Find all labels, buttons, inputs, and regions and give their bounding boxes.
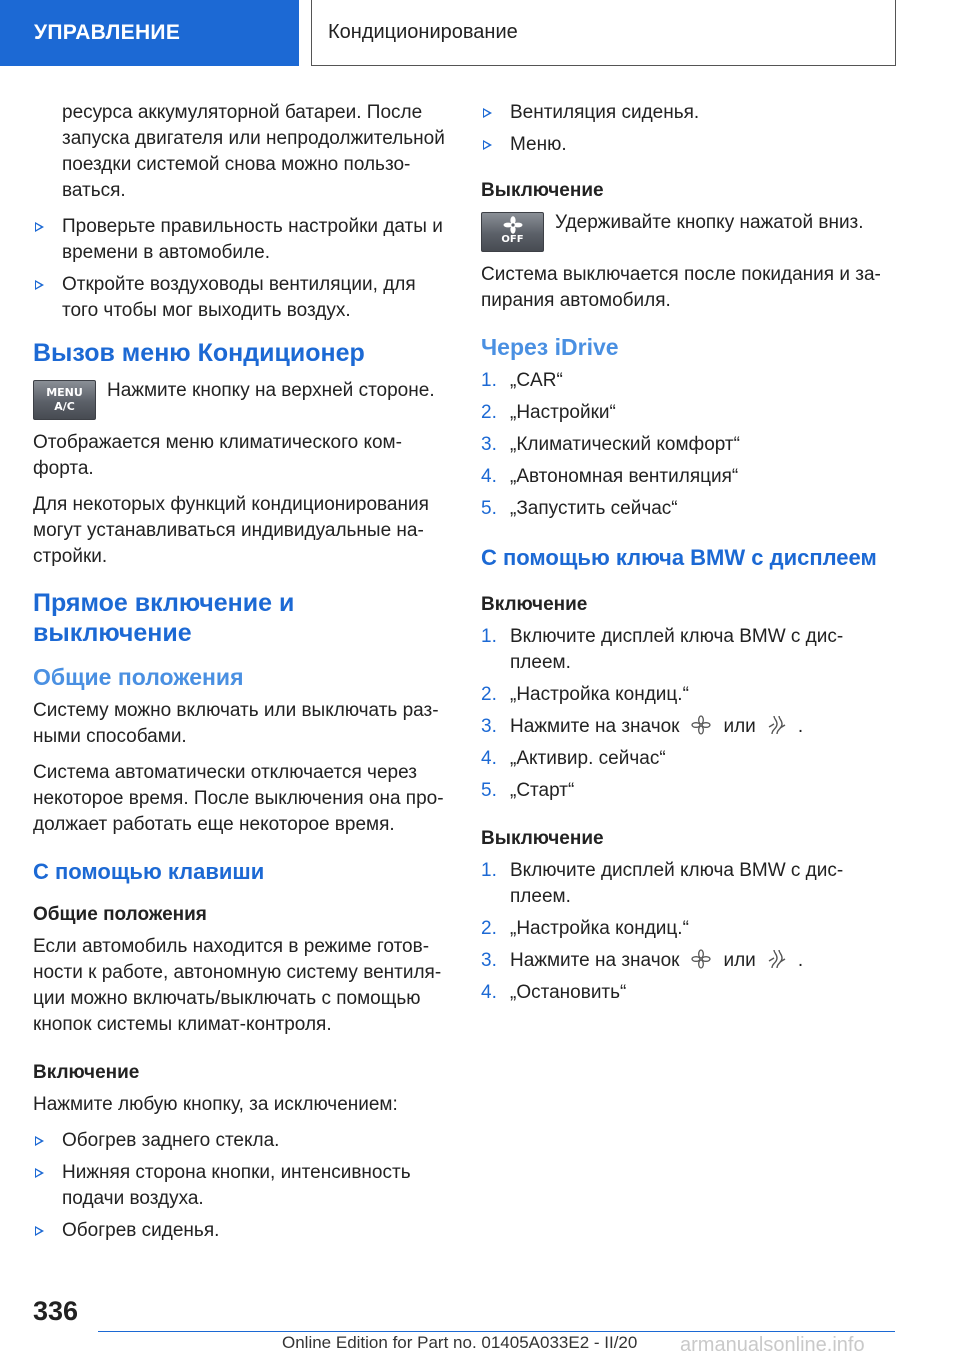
triangle-bullet-icon bbox=[35, 1136, 44, 1146]
chapter-tab: Кондиционирование bbox=[311, 0, 896, 66]
list-item: 4. „Остановить“ bbox=[481, 982, 627, 1003]
paragraph: Систему можно включать или выключать раз-ными способами. bbox=[33, 700, 439, 747]
triangle-bullet-icon bbox=[483, 108, 492, 118]
left-column bbox=[33, 100, 448, 1250]
triangle-bullet-icon bbox=[35, 1226, 44, 1236]
fan-outline-icon bbox=[691, 715, 711, 735]
heading-with-button: С помощью клавиши bbox=[33, 859, 265, 884]
paragraph: Отображается меню климатического ком-форта. bbox=[33, 432, 402, 479]
subheading-off: Выключение bbox=[481, 180, 604, 201]
page-header bbox=[0, 0, 960, 66]
list-item: 4. „Автономная вентиляция“ bbox=[481, 466, 739, 487]
section-tab: УПРАВЛЕНИЕ bbox=[0, 0, 299, 66]
triangle-bullet-icon bbox=[35, 222, 44, 232]
heading-idrive: Через iDrive bbox=[481, 334, 619, 360]
subheading-general: Общие положения bbox=[33, 904, 207, 925]
list-item: 3. „Климатический комфорт“ bbox=[481, 434, 740, 455]
triangle-bullet-icon bbox=[483, 140, 492, 150]
paragraph: Если автомобиль находится в режиме готов-ности к работе, автономную систему вентиля-ции можно включать/выключать с помощью кнопок системы климат-контроля. bbox=[33, 936, 442, 1035]
list-item: Меню. bbox=[481, 132, 896, 158]
list-item: 4. „Активир. сейчас“ bbox=[481, 748, 666, 769]
ventilation-icon bbox=[768, 949, 786, 969]
list-item: 2. „Настройка кондиц.“ bbox=[481, 684, 689, 705]
list-item: Откройте воздуховоды вентиляции, для того чтобы мог выходить воздух. bbox=[33, 272, 448, 324]
ventilation-icon bbox=[768, 715, 786, 735]
fan-off-button-image: OFF bbox=[481, 212, 544, 252]
fan-outline-icon bbox=[691, 949, 711, 969]
footer-edition: Online Edition for Part no. 01405A033E2 - II/20 bbox=[282, 1333, 638, 1352]
list-item: Вентиляция сиденья. bbox=[481, 100, 896, 126]
list-item: Нижняя сторона кнопки, интенсивность подачи воздуха. bbox=[33, 1160, 448, 1212]
list-item: 2. „Настройка кондиц.“ bbox=[481, 918, 689, 939]
watermark: armanualsonline.info bbox=[680, 1334, 865, 1356]
footer-divider bbox=[98, 1331, 895, 1332]
list-item: 5. „Старт“ bbox=[481, 780, 575, 801]
list-item: 1. Включите дисплей ключа BMW с дис-плеем. bbox=[481, 860, 844, 907]
heading-direct-on-off: Прямое включение и выключение bbox=[33, 589, 295, 647]
triangle-bullet-icon bbox=[35, 1168, 44, 1178]
triangle-bullet-icon bbox=[35, 280, 44, 290]
heading-key-display: С помощью ключа BMW с дисплеем bbox=[481, 545, 877, 570]
list-item: 1. Включите дисплей ключа BMW с дис-плеем. bbox=[481, 626, 844, 673]
fan-icon bbox=[502, 216, 524, 234]
paragraph: Система выключается после покидания и за-пирания автомобиля. bbox=[481, 264, 881, 311]
list-item: Обогрев сиденья. bbox=[33, 1218, 448, 1244]
list-item: 2. „Настройки“ bbox=[481, 402, 616, 423]
off-button-row bbox=[481, 210, 896, 252]
paragraph: Нажмите любую кнопку, за исключением: bbox=[33, 1094, 398, 1115]
subheading-key-on: Включение bbox=[481, 594, 588, 615]
off-button-text: Удерживайте кнопку нажатой вниз. bbox=[555, 212, 864, 233]
paragraph-continued: ресурса аккумуляторной батареи. После запуска двигателя или непродолжительной поездки системой снова можно пользо-ваться. bbox=[62, 102, 445, 201]
list-item: Обогрев заднего стекла. bbox=[33, 1128, 448, 1154]
paragraph: Система автоматически отключается через некоторое время. После выключения она про-должает работать еще некоторое время. bbox=[33, 762, 444, 835]
subheading-key-off: Выключение bbox=[481, 828, 604, 849]
page-number: 336 bbox=[33, 1296, 79, 1326]
heading-menu-ac: Вызов меню Кондиционер bbox=[33, 339, 365, 367]
list-item: 5. „Запустить сейчас“ bbox=[481, 498, 678, 519]
paragraph: Для некоторых функций кондиционирования могут устанавливаться индивидуальные на-стройки. bbox=[33, 494, 429, 567]
list-item: 3. Нажмите на значок или . bbox=[481, 950, 804, 971]
list-item: Проверьте правильность настройки даты и времени в автомобиле. bbox=[33, 214, 448, 266]
menu-button-text: Нажмите кнопку на верхней стороне. bbox=[107, 380, 435, 401]
menu-ac-button-image: MENU A/C bbox=[33, 380, 96, 420]
list-item: 3. Нажмите на значок или . bbox=[481, 716, 804, 737]
heading-general: Общие положения bbox=[33, 664, 244, 690]
menu-button-row bbox=[33, 378, 448, 420]
subheading-on: Включение bbox=[33, 1062, 140, 1083]
right-column bbox=[481, 100, 896, 1012]
list-item: 1. „CAR“ bbox=[481, 370, 563, 391]
